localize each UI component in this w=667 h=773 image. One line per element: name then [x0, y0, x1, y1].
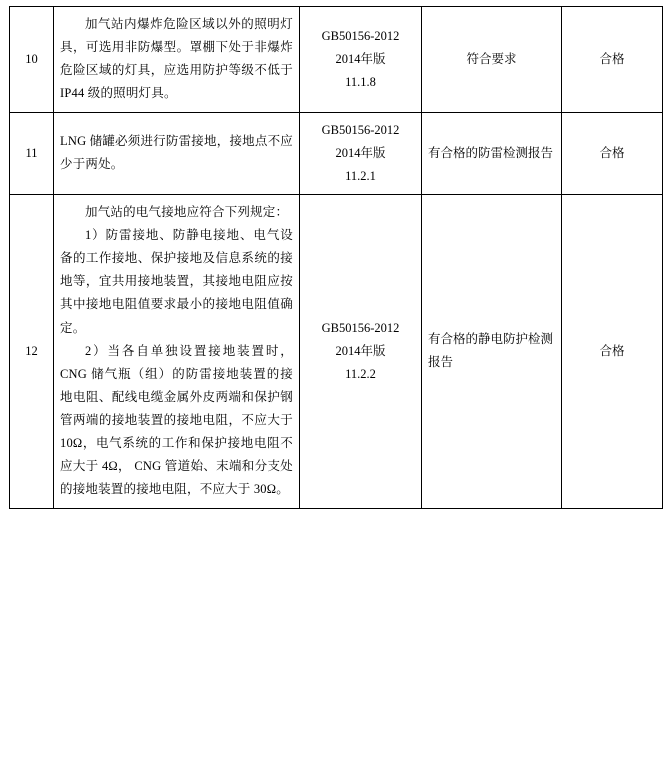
row-conclusion: 合格: [562, 7, 663, 113]
row-result: 符合要求: [422, 7, 562, 113]
standard-line: 11.2.2: [345, 366, 376, 381]
table-body: [10, 7, 663, 509]
standard-line: GB50156-2012: [321, 28, 400, 43]
standard-line: 2014年版: [335, 343, 386, 358]
content-paragraph: 1）防雷接地、防静电接地、电气设备的工作接地、保护接地及信息系统的接地等，宜共用接地装置，其接地电阻应按其中接地电阻值要求最小的接地电阻值确定。: [60, 228, 293, 335]
row-index: 10: [10, 7, 54, 113]
standard-line: GB50156-2012: [321, 122, 400, 137]
table-row: [10, 194, 663, 508]
row-conclusion: 合格: [562, 194, 663, 508]
row-conclusion: 合格: [562, 112, 663, 194]
standard-line: 11.1.8: [345, 74, 376, 89]
row-result: 有合格的静电防护检测报告: [422, 194, 562, 508]
row-standard: [300, 194, 422, 508]
standard-line: 2014年版: [335, 145, 386, 160]
content-paragraph: LNG 储罐必须进行防雷接地，接地点不应少于两处。: [60, 134, 293, 172]
content-paragraph: 加气站内爆炸危险区域以外的照明灯具，可选用非防爆型。罩棚下处于非爆炸危险区域的灯具，应选用防护等级不低于 IP44 级的照明灯具。: [60, 17, 293, 101]
content-paragraph: 2）当各自单独设置接地装置时， CNG 储气瓶（组）的防雷接地装置的接地电阻、配线电缆金属外皮两端和保护钢管两端的接地装置的接地电阻，不应大于 10Ω，电气系统的工作和保护接地电阻不应大于 4Ω， CNG 管道始、末端和分支处的接地装置的接地电阻，不应大于 30Ω。: [60, 343, 293, 497]
standard-line: 11.2.1: [345, 168, 376, 183]
row-result: 有合格的防雷检测报告: [422, 112, 562, 194]
row-content: [54, 112, 300, 194]
row-content: [54, 7, 300, 113]
row-index: 12: [10, 194, 54, 508]
standard-line: 2014年版: [335, 51, 386, 66]
row-standard: [300, 7, 422, 113]
inspection-table: [9, 6, 663, 509]
content-paragraph: 加气站的电气接地应符合下列规定：: [85, 204, 289, 219]
row-content: [54, 194, 300, 508]
table-row: [10, 7, 663, 113]
standard-line: GB50156-2012: [321, 320, 400, 335]
row-index: 11: [10, 112, 54, 194]
table-row: [10, 112, 663, 194]
row-standard: [300, 112, 422, 194]
